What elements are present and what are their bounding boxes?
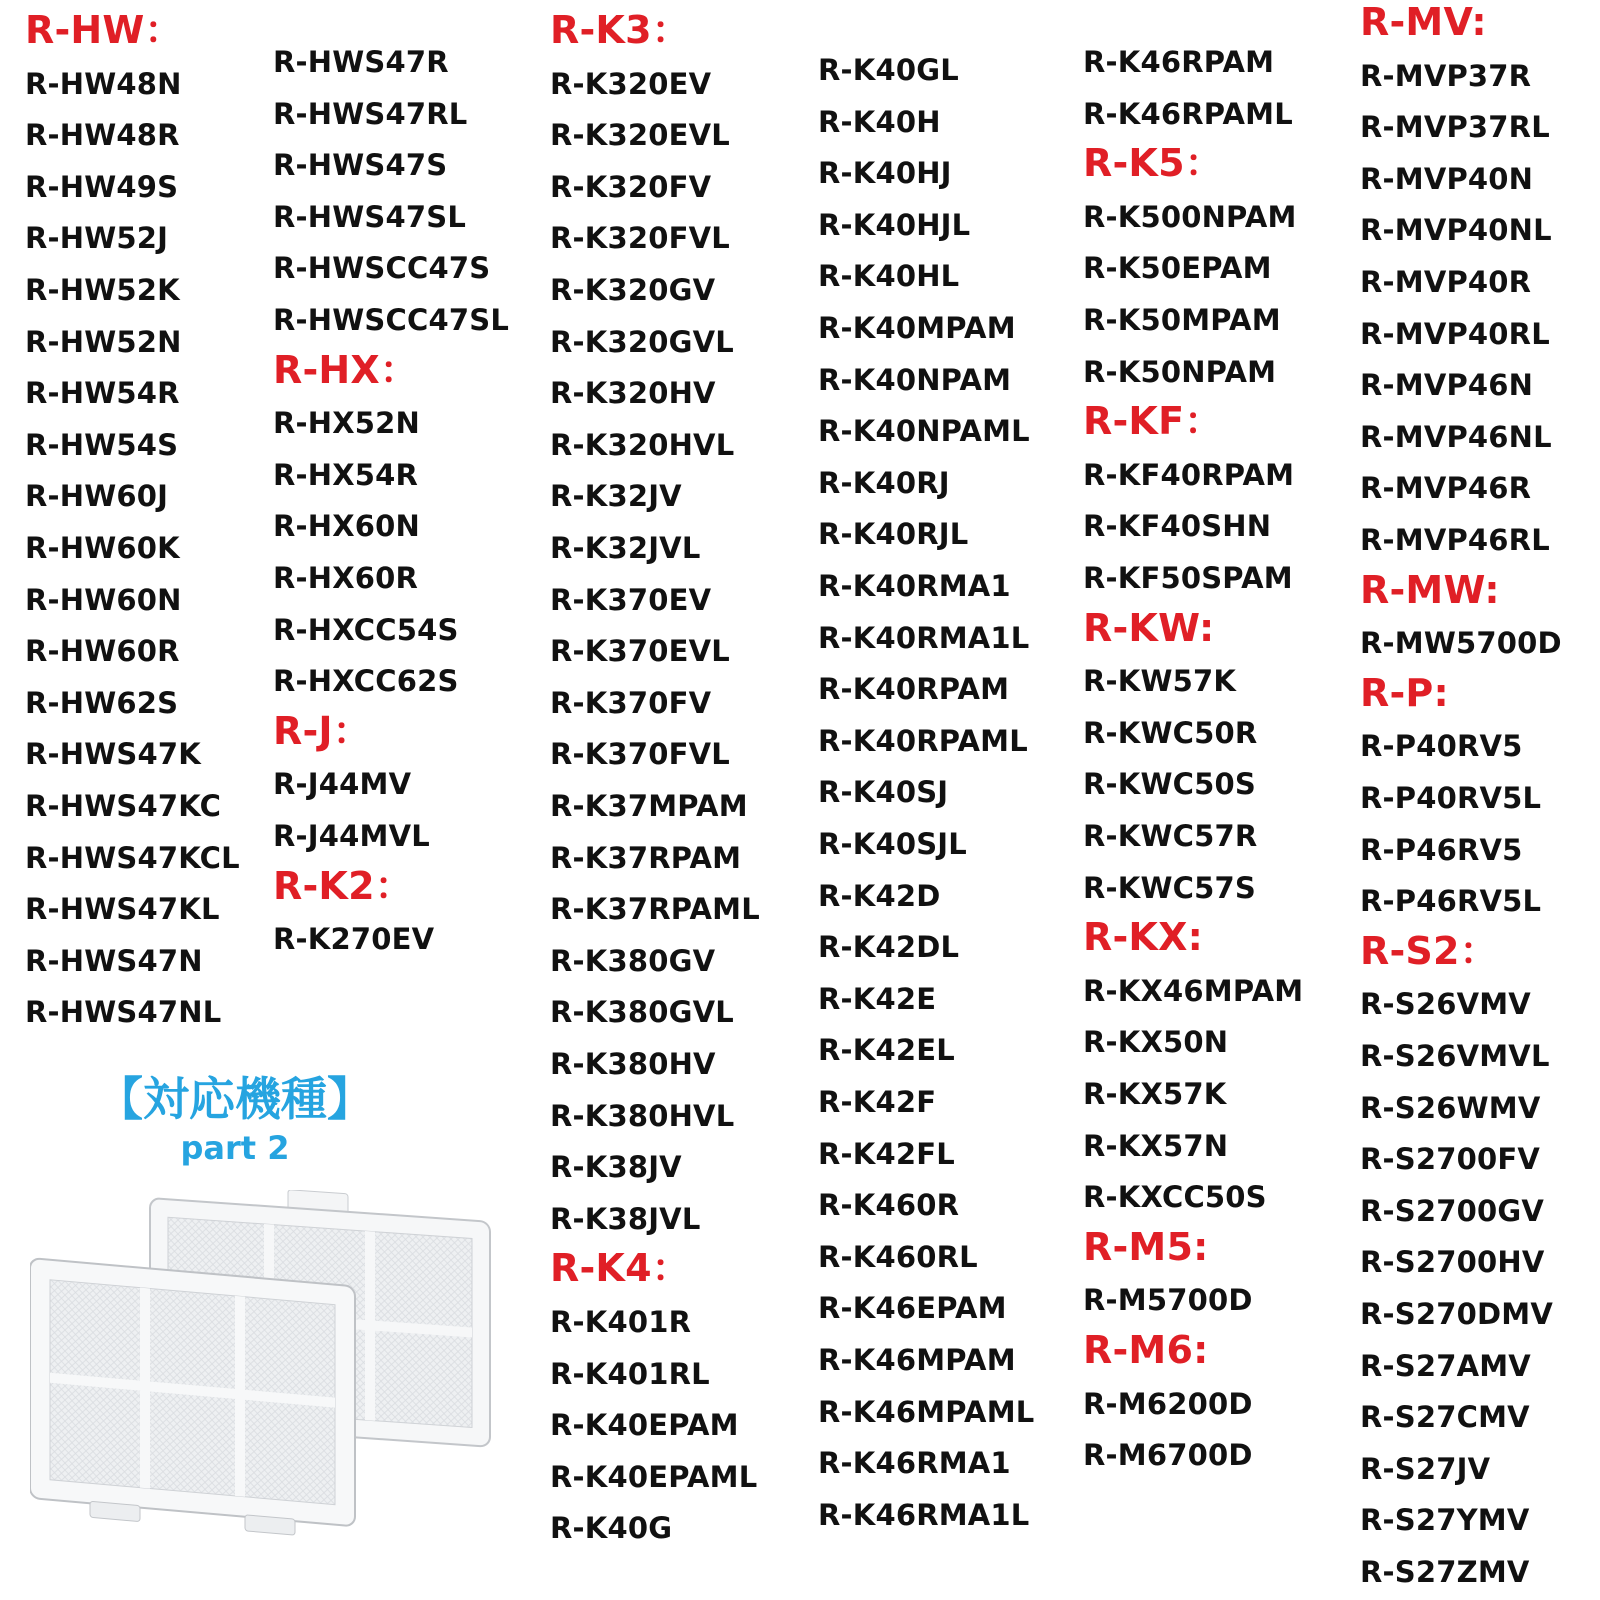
- model-item: R-HX52N: [273, 406, 421, 441]
- model-item: R-KWC50R: [1083, 715, 1258, 750]
- model-item: R-K380GVL: [550, 995, 734, 1030]
- model-item: R-S27YMV: [1360, 1503, 1530, 1538]
- model-item: R-K42F: [818, 1085, 937, 1119]
- compatibility-part-label: part 2: [180, 1129, 290, 1167]
- model-item: R-HXCC62S: [273, 664, 459, 699]
- model-item: R-KX46MPAM: [1083, 973, 1304, 1008]
- model-item: R-K320FVL: [550, 221, 730, 256]
- model-item: R-HW49S: [25, 169, 179, 204]
- model-item: R-K40RJL: [818, 517, 969, 552]
- model-item: R-J44MV: [273, 767, 412, 802]
- model-item: R-K46RMA1L: [818, 1497, 1030, 1532]
- model-item: R-K40NPAM: [818, 362, 1012, 397]
- series-heading: R-MV:: [1360, 0, 1487, 44]
- model-item: R-K42DL: [818, 930, 960, 965]
- model-item: R-HXCC54S: [273, 612, 459, 647]
- model-item: R-K40RPAM: [818, 672, 1010, 707]
- model-item: R-K40RMA1: [818, 569, 1011, 603]
- model-item: R-KWC57S: [1083, 870, 1256, 905]
- model-item: R-HWS47S: [273, 148, 448, 183]
- model-item: R-HW52K: [25, 273, 180, 307]
- model-item: R-K40H: [818, 104, 941, 139]
- series-heading: R-HX：: [273, 347, 419, 392]
- model-item: R-K40RPAML: [818, 723, 1028, 758]
- model-item: R-HW48N: [25, 66, 182, 101]
- model-item: R-S27ZMV: [1360, 1555, 1530, 1589]
- model-item: R-MVP46RL: [1360, 523, 1550, 557]
- model-item: R-KXCC50S: [1083, 1180, 1267, 1215]
- model-item: R-K370FVL: [550, 737, 730, 772]
- model-item: R-K320EVL: [550, 118, 730, 153]
- model-item: R-HW54R: [25, 376, 180, 411]
- model-item: R-HX60N: [273, 509, 421, 544]
- model-item: R-HWS47R: [273, 45, 449, 79]
- series-heading: R-K5：: [1083, 141, 1223, 186]
- model-item: R-HW52N: [25, 324, 182, 359]
- model-item: R-HW60N: [25, 582, 182, 617]
- model-item: R-KW57K: [1083, 664, 1237, 699]
- model-item: R-HW52J: [25, 221, 169, 256]
- model-item: R-HW60K: [25, 531, 180, 565]
- model-item: R-HW48R: [25, 118, 180, 153]
- series-heading: R-M6:: [1083, 1328, 1209, 1372]
- model-item: R-S27AMV: [1360, 1348, 1531, 1383]
- model-item: R-HWS47N: [25, 943, 203, 978]
- model-item: R-K46RMA1: [818, 1446, 1011, 1481]
- model-item: R-S2700GV: [1360, 1193, 1545, 1228]
- model-item: R-K50NPAM: [1083, 354, 1277, 389]
- model-item: R-HW60J: [25, 479, 169, 514]
- model-item: R-MVP40N: [1360, 161, 1534, 196]
- model-item: R-HX60R: [273, 561, 419, 595]
- model-item: R-K42FL: [818, 1136, 955, 1171]
- model-item: R-K42EL: [818, 1033, 955, 1068]
- model-item: R-S27JV: [1360, 1451, 1491, 1486]
- model-item: R-K46EPAM: [818, 1291, 1007, 1326]
- model-item: R-K50MPAM: [1083, 303, 1281, 337]
- model-item: R-MVP40R: [1360, 265, 1532, 299]
- model-item: R-K32JV: [550, 479, 682, 514]
- model-item: R-HWSCC47SL: [273, 303, 509, 337]
- model-item: R-HW62S: [25, 685, 179, 720]
- model-item: R-HWS47NL: [25, 995, 222, 1030]
- model-item: R-K370FV: [550, 685, 712, 720]
- model-item: R-MVP37RL: [1360, 110, 1550, 145]
- model-item: R-K401RL: [550, 1356, 710, 1391]
- series-heading: R-P:: [1360, 670, 1449, 715]
- model-item: R-K320GVL: [550, 324, 734, 359]
- model-item: R-K270EV: [273, 922, 435, 957]
- model-item: R-K40NPAML: [818, 414, 1030, 449]
- model-item: R-MVP46R: [1360, 471, 1532, 506]
- model-item: R-HWS47SL: [273, 199, 467, 234]
- model-item: R-KWC57R: [1083, 819, 1258, 853]
- model-item: R-J44MVL: [273, 819, 430, 853]
- model-item: R-K380HV: [550, 1047, 716, 1081]
- series-heading: R-KF：: [1083, 399, 1223, 444]
- series-heading: R-K3：: [550, 8, 690, 52]
- model-item: R-K40EPAM: [550, 1408, 739, 1443]
- model-item: R-K40HJL: [818, 207, 971, 242]
- series-heading: R-J：: [273, 708, 371, 753]
- model-item: R-HWS47RL: [273, 96, 468, 131]
- model-item: R-HWSCC47S: [273, 251, 491, 286]
- series-heading: R-KX:: [1083, 915, 1203, 960]
- model-item: R-P46RV5L: [1360, 884, 1542, 919]
- model-item: R-KF40RPAM: [1083, 457, 1295, 492]
- model-item: R-K40SJ: [818, 775, 949, 810]
- model-item: R-K38JVL: [550, 1201, 701, 1236]
- model-item: R-HWS47KCL: [25, 840, 240, 875]
- model-item: R-K320EV: [550, 66, 712, 101]
- series-heading: R-KW:: [1083, 605, 1215, 650]
- series-heading: R-K2：: [273, 863, 413, 908]
- model-item: R-HW54S: [25, 427, 179, 462]
- model-item: R-M6700D: [1083, 1438, 1253, 1473]
- model-item: R-KX50N: [1083, 1025, 1229, 1060]
- model-item: R-M5700D: [1083, 1283, 1253, 1318]
- model-item: R-KF40SHN: [1083, 509, 1272, 544]
- model-item: R-KWC50S: [1083, 767, 1256, 802]
- model-item: R-K46MPAM: [818, 1343, 1016, 1377]
- series-heading: R-M5:: [1083, 1224, 1209, 1269]
- model-item: R-S26WMV: [1360, 1090, 1541, 1125]
- model-item: R-K320HVL: [550, 427, 735, 462]
- series-heading: R-HW：: [25, 8, 183, 52]
- model-item: R-P40RV5L: [1360, 781, 1542, 815]
- filter-front: [30, 1258, 355, 1540]
- model-item: R-KX57K: [1083, 1077, 1227, 1111]
- compatibility-block: [80, 1070, 390, 1168]
- model-item: R-HX54R: [273, 457, 419, 492]
- model-item: R-HWS47K: [25, 737, 201, 772]
- model-item: R-K32JVL: [550, 531, 701, 565]
- model-item: R-K46RPAML: [1083, 96, 1293, 131]
- series-heading: R-MW:: [1360, 567, 1500, 612]
- model-item: R-K37RPAML: [550, 892, 760, 927]
- model-item: R-S26VMVL: [1360, 1039, 1550, 1073]
- model-item: R-MVP37R: [1360, 58, 1532, 93]
- model-item: R-KF50SPAM: [1083, 561, 1293, 595]
- model-item: R-S2700HV: [1360, 1245, 1545, 1280]
- model-item: R-K460R: [818, 1188, 960, 1223]
- model-item: R-K380GV: [550, 943, 716, 978]
- model-item: R-M6200D: [1083, 1386, 1253, 1421]
- model-item: R-K370EVL: [550, 634, 730, 669]
- model-item: R-S26VMV: [1360, 987, 1531, 1022]
- series-heading: R-S2：: [1360, 928, 1498, 973]
- model-item: R-MVP46NL: [1360, 419, 1552, 454]
- model-item: R-K320HV: [550, 376, 716, 411]
- model-item: R-S27CMV: [1360, 1400, 1530, 1435]
- model-item: R-K50EPAM: [1083, 251, 1272, 286]
- model-item: R-MVP46N: [1360, 368, 1534, 403]
- model-item: R-K320FV: [550, 169, 712, 204]
- series-heading: R-K4：: [550, 1246, 690, 1291]
- compatibility-title: 【対応機種】: [97, 1072, 373, 1126]
- model-item: R-K40EPAML: [550, 1459, 758, 1494]
- model-item: R-K500NPAM: [1083, 199, 1297, 234]
- model-item: R-KX57N: [1083, 1128, 1229, 1163]
- model-item: R-HW60R: [25, 634, 180, 669]
- model-item: R-K46RPAM: [1083, 45, 1275, 79]
- model-item: R-K38JV: [550, 1150, 682, 1185]
- model-item: R-K40GL: [818, 53, 959, 87]
- model-item: R-MVP40NL: [1360, 213, 1552, 248]
- model-item: R-HWS47KL: [25, 892, 220, 927]
- model-item: R-P40RV5: [1360, 729, 1523, 764]
- model-item: R-K37MPAM: [550, 789, 748, 823]
- model-item: R-K40RJ: [818, 465, 950, 500]
- model-item: R-K42E: [818, 981, 937, 1016]
- model-item: R-K320GV: [550, 273, 716, 307]
- model-item: R-MW5700D: [1360, 626, 1562, 661]
- model-item: R-MVP40RL: [1360, 316, 1550, 351]
- model-item: R-K460RL: [818, 1239, 978, 1274]
- filter-product-image: [30, 1190, 510, 1550]
- model-item: R-K40SJL: [818, 827, 967, 861]
- model-item: R-K40G: [550, 1511, 673, 1546]
- model-item: R-P46RV5: [1360, 832, 1523, 867]
- model-item: R-S2700FV: [1360, 1142, 1541, 1177]
- model-item: R-K401R: [550, 1305, 692, 1339]
- model-item: R-K46MPAML: [818, 1394, 1035, 1429]
- model-item: R-S270DMV: [1360, 1297, 1553, 1331]
- model-item: R-K40HL: [818, 259, 960, 294]
- model-item: R-K40MPAM: [818, 311, 1016, 345]
- model-item: R-HWS47KC: [25, 789, 222, 823]
- model-item: R-K42D: [818, 878, 941, 913]
- model-item: R-K37RPAM: [550, 840, 742, 875]
- model-item: R-K380HVL: [550, 1098, 735, 1133]
- model-item: R-K40RMA1L: [818, 620, 1030, 655]
- model-item: R-K40HJ: [818, 156, 952, 191]
- model-item: R-K370EV: [550, 582, 712, 617]
